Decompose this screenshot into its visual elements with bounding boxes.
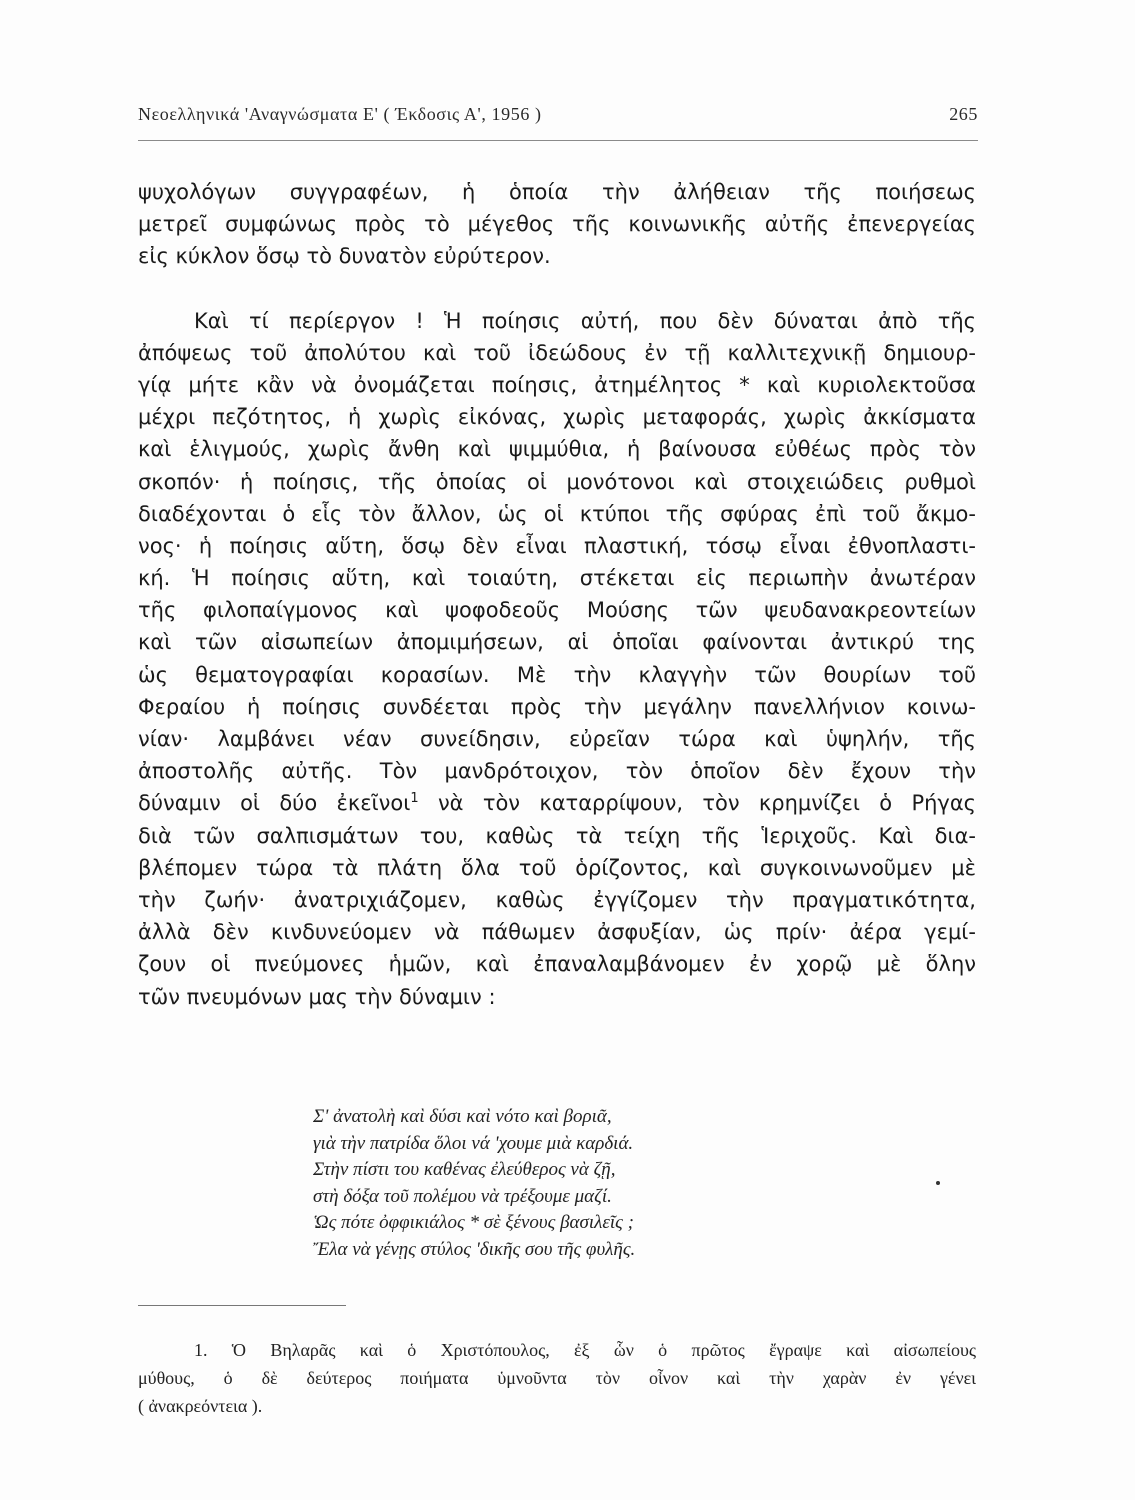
text-line: Καὶ τί περίεργον ! Ἡ ποίησις αὐτή, που δὲν δύναται ἀπὸ τῆς xyxy=(194,308,976,333)
text-line: τῶν πνευμόνων μας τὴν δύναμιν : xyxy=(138,984,496,1009)
page-number: 265 xyxy=(949,104,978,124)
text-line: ἀπόψεως τοῦ ἀπολύτου καὶ τοῦ ἰδεώδους ἐν τῇ καλλιτεχνικῇ δημιουρ- xyxy=(138,340,976,365)
footnote xyxy=(138,1336,976,1420)
poem-verse: Στὴν πίστι του καθένας ἐλεύθερος νὰ ζῇ, xyxy=(313,1159,616,1180)
text-line: Φεραίου ἡ ποίησις συνδέεται πρὸς τὴν μεγάλην πανελλήνιον κοινω- xyxy=(138,694,976,719)
footnote-line: μύθους, ὁ δὲ δεύτερος ποιήματα ὑμνοῦντα τὸν οἶνον καὶ τὴν χαρὰν ἐν γένει xyxy=(138,1368,976,1388)
text-line-with-footnote-ref xyxy=(138,787,976,819)
poem-verse: Ὡς πότε ὀφφικιάλος * σὲ ξένους βασιλεῖς ; xyxy=(313,1212,634,1233)
poem-verse: στὴ δόξα τοῦ πολέμου νὰ τρέξουμε μαζί. xyxy=(313,1185,612,1207)
running-head-title: Νεοελληνικά 'Αναγνώσματα Ε' ( Έκδοσις Α', 1956 ) xyxy=(138,104,542,124)
text-line: κή. Ἡ ποίησις αὕτη, καὶ τοιαύτη, στέκεται εἰς περιωπὴν ἀνωτέραν xyxy=(138,566,976,591)
text-line: διὰ τῶν σαλπισμάτων του, καθὼς τὰ τείχη τῆς Ἱεριχοῦς. Καὶ δια- xyxy=(138,823,976,848)
footnote-rule xyxy=(138,1305,346,1306)
paragraph-gap xyxy=(138,273,976,305)
text-fragment: δύναμιν οἱ δύο ἐκεῖνοι xyxy=(138,791,411,816)
text-line: νίαν· λαμβάνει νέαν συνείδησιν, εὐρεῖαν τώρα καὶ ὑψηλήν, τῆς xyxy=(138,727,976,751)
text-line: ψυχολόγων συγγραφέων, ἡ ὁποία τὴν ἀλήθειαν τῆς ποιήσεως xyxy=(138,180,976,204)
text-line: ζουν οἱ πνεύμονες ἡμῶν, καὶ ἐπαναλαμβάνομεν ἐν χορῷ μὲ ὅλην xyxy=(138,952,976,977)
text-line: εἰς κύκλον ὅσῳ τὸ δυνατὸν εὐρύτερον. xyxy=(138,244,551,269)
footnote-line: ( ἀνακρεόντεια ). xyxy=(138,1396,263,1416)
text-line: σκοπόν· ἡ ποίησις, τῆς ὁποίας οἱ μονότονοι καὶ στοιχειώδεις ρυθμοὶ xyxy=(138,469,976,494)
poem-verse: γιὰ τὴν πατρίδα ὅλοι νά 'χουμε μιὰ καρδιά. xyxy=(313,1132,634,1154)
text-line: μετρεῖ συμφώνως πρὸς τὸ μέγεθος τῆς κοινωνικῆς αὐτῆς ἐπενεργείας xyxy=(138,212,976,237)
text-line: καὶ ἑλιγμούς, χωρὶς ἄνθη καὶ ψιμμύθια, ἡ βαίνουσα εὐθέως πρὸς τὸν xyxy=(138,437,976,462)
text-fragment: νὰ τὸν καταρρίψουν, τὸν κρημνίζει ὁ Ρήγας xyxy=(418,791,977,816)
text-line: μέχρι πεζότητος, ἡ χωρὶς εἰκόνας, χωρὶς μεταφοράς, χωρὶς ἀκκίσματα xyxy=(138,405,976,430)
poem-quotation xyxy=(313,1104,833,1263)
running-head xyxy=(138,104,978,134)
text-line: καὶ τῶν αἰσωπείων ἀπομιμήσεων, αἱ ὁποῖαι φαίνονται ἀντικρύ της xyxy=(138,630,976,655)
text-line: ὡς θεματογραφίαι κορασίων. Μὲ τὴν κλαγγὴν τῶν θουρίων τοῦ xyxy=(138,662,976,687)
text-line: νος· ἡ ποίησις αὕτη, ὅσῳ δὲν εἶναι πλαστική, τόσῳ εἶναι ἐθνοπλαστι- xyxy=(138,533,976,558)
body-text xyxy=(138,176,976,1013)
print-speck xyxy=(936,1181,940,1185)
poem-verse: Ἔλα νὰ γένῃς στύλος 'δικῆς σου τῆς φυλῆς. xyxy=(313,1238,636,1260)
text-line: βλέπομεν τώρα τὰ πλάτη ὅλα τοῦ ὁρίζοντος, καὶ συγκοινωνοῦμεν μὲ xyxy=(138,855,976,880)
text-line: γίᾳ μήτε κἂν νὰ ὀνομάζεται ποίησις, ἀτημέλητος * καὶ κυριολεκτοῦσα xyxy=(138,372,976,397)
text-line: τὴν ζωήν· ἀνατριχιάζομεν, καθὼς ἐγγίζομεν τὴν πραγματικότητα, xyxy=(138,887,976,912)
text-line: διαδέχονται ὁ εἷς τὸν ἄλλον, ὡς οἱ κτύποι τῆς σφύρας ἐπὶ τοῦ ἄκμο- xyxy=(138,501,976,526)
header-rule xyxy=(138,140,978,141)
text-line: ἀλλὰ δὲν κινδυνεύομεν νὰ πάθωμεν ἀσφυξίαν, ὡς πρίν· ἀέρα γεμί- xyxy=(138,920,976,945)
poem-verse: Σ' ἀνατολὴ καὶ δύσι καὶ νότο καὶ βοριᾶ, xyxy=(313,1106,612,1127)
footnote-line: 1. Ὁ Βηλαρᾶς καὶ ὁ Χριστόπουλος, ἐξ ὧν ὁ πρῶτος ἔγραψε καὶ αἰσωπείους xyxy=(194,1340,976,1360)
text-line: τῆς φιλοπαίγμονος καὶ ψοφοδεοῦς Μούσης τῶν ψευδανακρεοντείων xyxy=(138,598,976,623)
text-line: ἀποστολῆς αὐτῆς. Τὸν μανδρότοιχον, τὸν ὁποῖον δὲν ἔχουν τὴν xyxy=(138,759,976,784)
footnote-reference: 1 xyxy=(410,791,419,807)
